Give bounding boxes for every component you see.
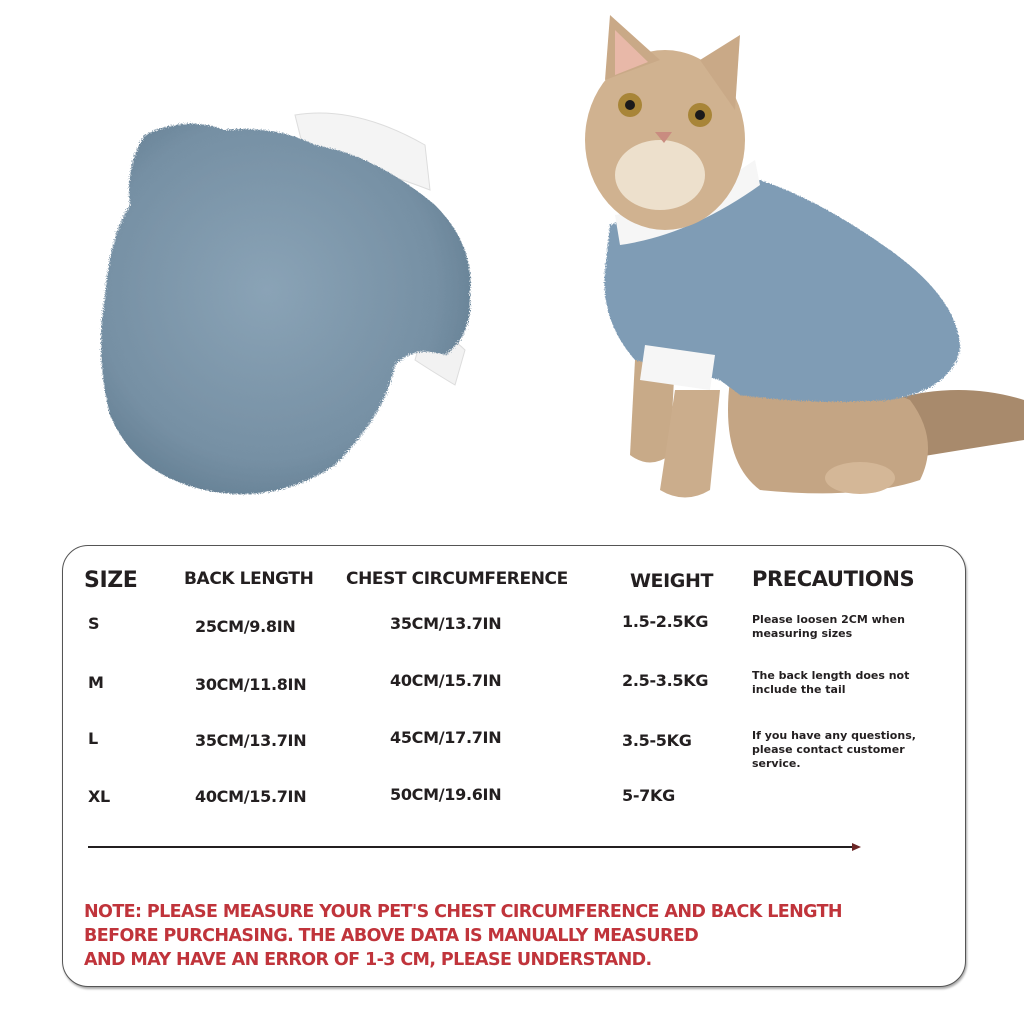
row-s-chest: 35CM/13.7IN [390, 614, 502, 633]
row-l-chest: 45CM/17.7IN [390, 728, 502, 747]
row-l-size: L [88, 729, 98, 748]
precaution-3: If you have any questions, please contact customer service. [752, 729, 916, 770]
row-m-size: M [88, 673, 104, 692]
note-line-2: BEFORE PURCHASING. THE ABOVE DATA IS MANUALLY MEASURED [84, 926, 699, 946]
row-l-back-length: 35CM/13.7IN [195, 731, 307, 750]
row-xl-back-length: 40CM/15.7IN [195, 787, 307, 806]
row-m-chest: 40CM/15.7IN [390, 671, 502, 690]
measurement-note [84, 900, 944, 972]
row-s-weight: 1.5-2.5KG [622, 612, 709, 631]
sweater-image [95, 95, 490, 505]
divider-arrow-line [88, 846, 854, 848]
precaution-2: The back length does not include the tail [752, 669, 910, 696]
row-s-back-length: 25CM/9.8IN [195, 617, 296, 636]
row-m-weight: 2.5-3.5KG [622, 671, 709, 690]
header-chest-circumference: CHEST CIRCUMFERENCE [346, 569, 568, 589]
header-precautions: PRECAUTIONS [752, 567, 915, 591]
precaution-1: Please loosen 2CM when measuring sizes [752, 613, 905, 640]
note-line-3: AND MAY HAVE AN ERROR OF 1-3 CM, PLEASE UNDERSTAND. [84, 950, 652, 970]
header-weight: WEIGHT [630, 570, 714, 592]
row-l-weight: 3.5-5KG [622, 731, 692, 750]
note-line-1: NOTE: PLEASE MEASURE YOUR PET'S CHEST CIRCUMFERENCE AND BACK LENGTH [84, 902, 842, 922]
header-back-length: BACK LENGTH [184, 569, 314, 589]
row-xl-size: XL [88, 787, 110, 806]
row-m-back-length: 30CM/11.8IN [195, 675, 307, 694]
arrow-head-icon [852, 843, 861, 851]
header-size: SIZE [84, 568, 138, 593]
cat-image [560, 0, 1024, 520]
row-xl-chest: 50CM/19.6IN [390, 785, 502, 804]
row-xl-weight: 5-7KG [622, 786, 675, 805]
row-s-size: S [88, 614, 100, 633]
